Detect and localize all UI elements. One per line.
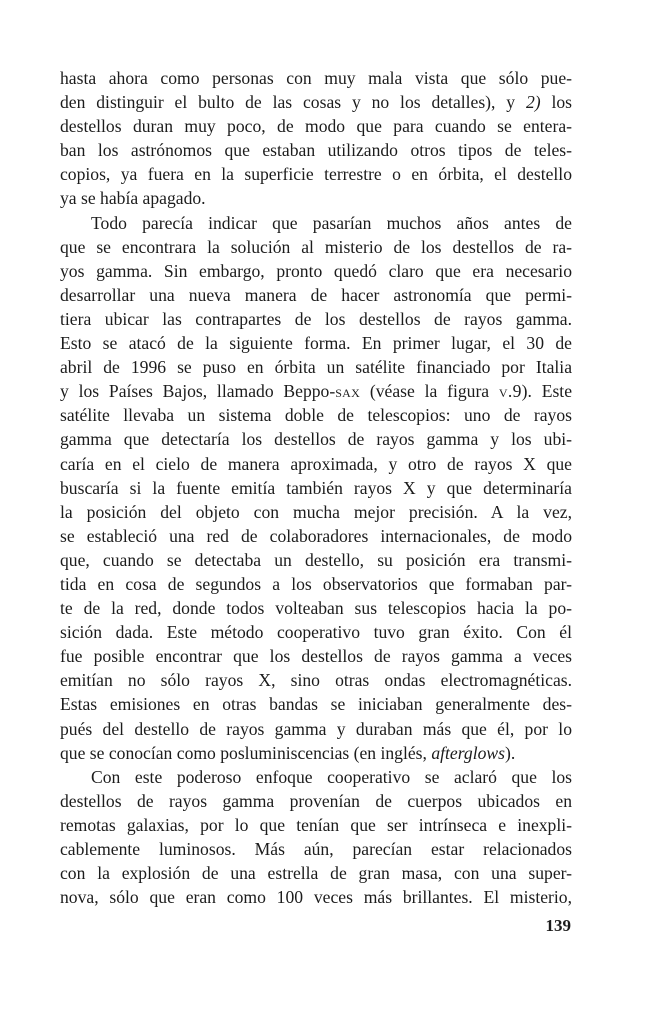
emphasis: 2)	[525, 92, 541, 113]
text-line: yos gamma. Sin embargo, pronto quedó claro que era necesario	[60, 260, 572, 281]
text-line: que se encontrara la solución al misterio de los destellos de ra-	[60, 236, 572, 257]
text-line: Estas emisiones en otras bandas se iniciaban generalmente des-	[60, 694, 572, 715]
text-line: remotas galaxias, por lo que tenían que ser intrínseca e inexpli-	[60, 814, 572, 835]
text-line: la posición del objeto con mucha mejor precisión. A la vez,	[60, 501, 572, 522]
text-line: copios, ya fuera en la superficie terrestre o en órbita, el destello	[60, 164, 572, 185]
text-line: Esto se atacó de la siguiente forma. En primer lugar, el 30 de	[60, 333, 572, 354]
paragraph-1	[60, 66, 572, 211]
figure-reference: v.9	[498, 381, 522, 402]
emphasis: afterglows	[431, 742, 505, 763]
text-line: buscaría si la fuente emitía también rayos X y que determinaría	[60, 477, 572, 498]
text-fragment: los	[540, 92, 572, 113]
text-line: se estableció una red de colaboradores internacionales, de modo	[60, 525, 572, 546]
text-line	[60, 379, 572, 403]
text-line: fue posible encontrar que los destellos de rayos gamma a veces	[60, 646, 572, 667]
text-line: con la explosión de una estrella de gran masa, con una super-	[60, 863, 572, 884]
text-fragment: den distinguir el bulto de las cosas y no los detalles), y	[60, 92, 526, 113]
paragraph-3	[60, 765, 572, 910]
text-line: destellos duran muy poco, de modo que para cuando se entera-	[60, 116, 572, 137]
text-fragment: ).	[504, 742, 516, 763]
small-caps-text: sax	[335, 381, 361, 402]
page-body	[60, 66, 572, 909]
text-line: tiera ubicar las contrapartes de los destellos de rayos gamma.	[60, 308, 572, 329]
text-fragment: que se conocían como posluminiscencias (en inglés,	[60, 742, 432, 763]
text-line: caría en el cielo de manera aproximada, y otro de rayos X que	[60, 453, 572, 474]
text-line: emitían no sólo rayos X, sino otras ondas electromagnéticas.	[60, 670, 572, 691]
text-fragment: ). Este	[521, 381, 573, 402]
text-line: gamma que detectaría los destellos de rayos gamma y los ubi-	[60, 429, 572, 450]
text-line: abril de 1996 se puso en órbita un satélite financiado por Italia	[60, 357, 572, 378]
text-line	[60, 741, 572, 765]
text-line: ya se había apagado.	[60, 188, 206, 209]
text-line: ban los astrónomos que estaban utilizando otros tipos de teles-	[60, 140, 572, 161]
text-fragment: (véase la figura	[360, 381, 499, 402]
text-line: cablemente luminosos. Más aún, parecían estar relacionados	[60, 839, 572, 859]
text-line: nova, sólo que eran como 100 veces más brillantes. El misterio,	[60, 887, 572, 908]
text-line: tida en cosa de segundos a los observatorios que formaban par-	[60, 573, 572, 594]
text-fragment: y los Países Bajos, llamado Beppo-	[60, 381, 336, 402]
text-line	[60, 90, 572, 114]
text-line: destellos de rayos gamma provenían de cuerpos ubicados en	[60, 790, 572, 811]
text-line: Con este poderoso enfoque cooperativo se aclaró que los	[91, 766, 572, 787]
paragraph-2	[60, 211, 572, 765]
text-line: satélite llevaba un sistema doble de telescopios: uno de rayos	[60, 405, 572, 426]
text-line: desarrollar una nueva manera de hacer astronomía que permi-	[60, 284, 572, 305]
text-line: hasta ahora como personas con muy mala vista que sólo pue-	[60, 68, 572, 88]
text-line: pués del destello de rayos gamma y duraban más que él, por lo	[60, 718, 572, 739]
text-line: Todo parecía indicar que pasarían muchos años antes de	[91, 212, 572, 233]
page-number: 139	[545, 916, 571, 935]
text-line: sición dada. Este método cooperativo tuvo gran éxito. Con él	[60, 622, 572, 643]
text-line: te de la red, donde todos volteaban sus telescopios hacia la po-	[60, 598, 572, 619]
text-line: que, cuando se detectaba un destello, su posición era transmi-	[60, 549, 572, 570]
